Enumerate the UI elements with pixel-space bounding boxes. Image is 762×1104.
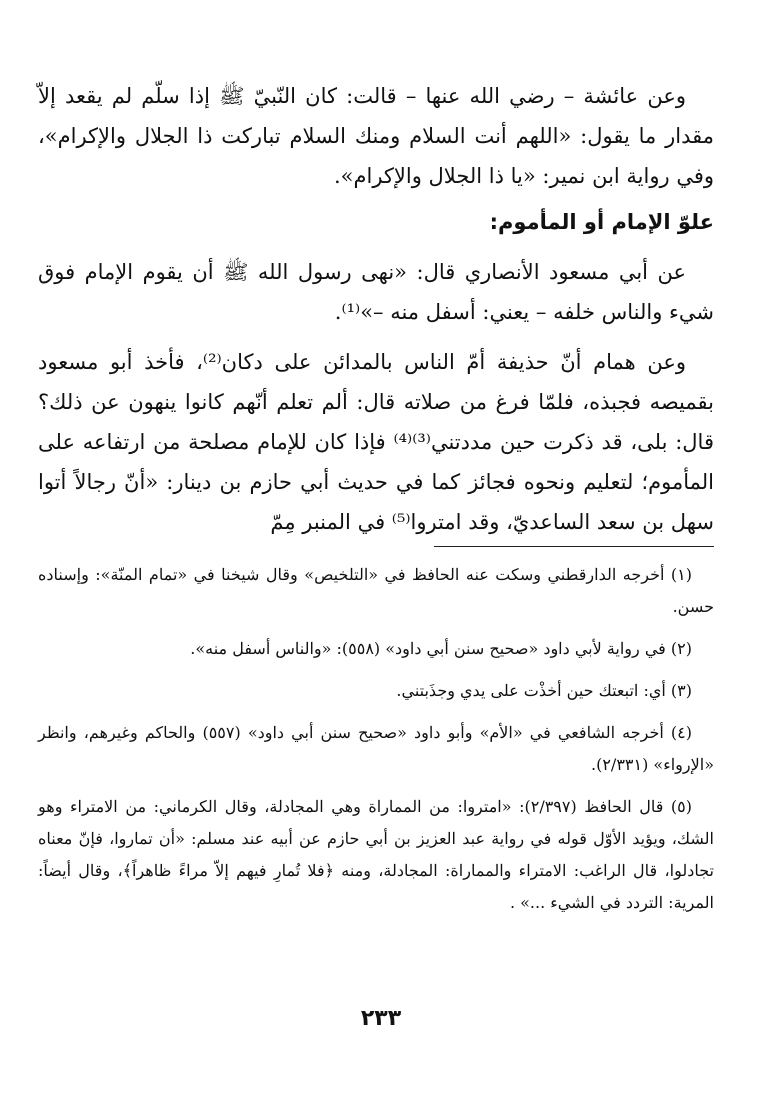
- footnote-4: (٤) أخرجه الشافعي في «الأم» وأبو داود «صحيح سنن أبي داود» (٥٥٧) والحاكم وغيرهم، وانظر «الإرواء» (٢/٣٣١).: [38, 723, 714, 774]
- footnote-3: (٣) أي: اتبعتك حين أخذْت على يدي وجذَبتني.: [396, 681, 692, 700]
- paragraph-aisha-hadith: وعن عائشة – رضي الله عنها – قالت: كان النّبيّ ﷺ إذا سلّم لم يقعد إلاّ مقدار ما يقول: «اللهم أنت السلام ومنك السلام تباركت ذا الجلال والإكرام»، وفي رواية ابن نمير: «يا ذا الجلال والإكرام».: [38, 84, 714, 188]
- paragraph-hammam-hadith: وعن همام أنّ حذيفة أمّ الناس بالمدائن على دكان⁽²⁾، فأخذ أبو مسعود بقميصه فجبذه، فلمّا فرغ من صلاته قال: ألم تعلم أنّهم كانوا ينهون عن ذلك؟ قال: بلى، قد ذكرت حين مددتني⁽³⁾⁽⁴⁾ فإذا كان للإمام مصلحة من ارتفاعه على المأموم؛ لتعليم ونحوه فجائز كما في حديث أبي حازم بن دينار: «أنّ رجالاً أتوا سهل بن سعد الساعديّ، وقد امتروا⁽⁵⁾ في المنبر مِمّ: [38, 350, 714, 534]
- page-content: [38, 62, 714, 919]
- footnote-2: (٢) في رواية لأبي داود «صحيح سنن أبي داود» (٥٥٨): «والناس أسفل منه».: [190, 639, 692, 658]
- page-number: ٢٣٣: [360, 1006, 402, 1031]
- section-heading: علوّ الإمام أو المأموم:: [489, 210, 714, 234]
- paragraph-abu-masud-hadith: عن أبي مسعود الأنصاري قال: «نهى رسول الله ﷺ أن يقوم الإمام فوق شيء والناس خلفه – يعني: أسفل منه –»⁽¹⁾.: [38, 260, 714, 324]
- footnote-5: (٥) قال الحافظ (٢/٣٩٧): «امتروا: من المماراة وهي المجادلة، وقال الكرماني: من الامتراء وهو الشك، ويؤيد الأوّل قوله في رواية عبد العزيز بن أبي حازم عن أبيه عند مسلم: «أن تماروا، فإنّ معناه تجادلوا، قال الراغب: الامتراء والمماراة: المجادلة، ومنه ﴿فلا تُمارِ فيهم إلاّ مراءً ظاهراً﴾، وقال أيضاً: المرية: التردد في الشيء ...» .: [38, 797, 714, 912]
- footnote-divider: [434, 546, 714, 547]
- footnote-1: (١) أخرجه الدارقطني وسكت عنه الحافظ في «التلخيص» وقال شيخنا في «تمام المنّة»: وإسناده حسن.: [38, 565, 714, 616]
